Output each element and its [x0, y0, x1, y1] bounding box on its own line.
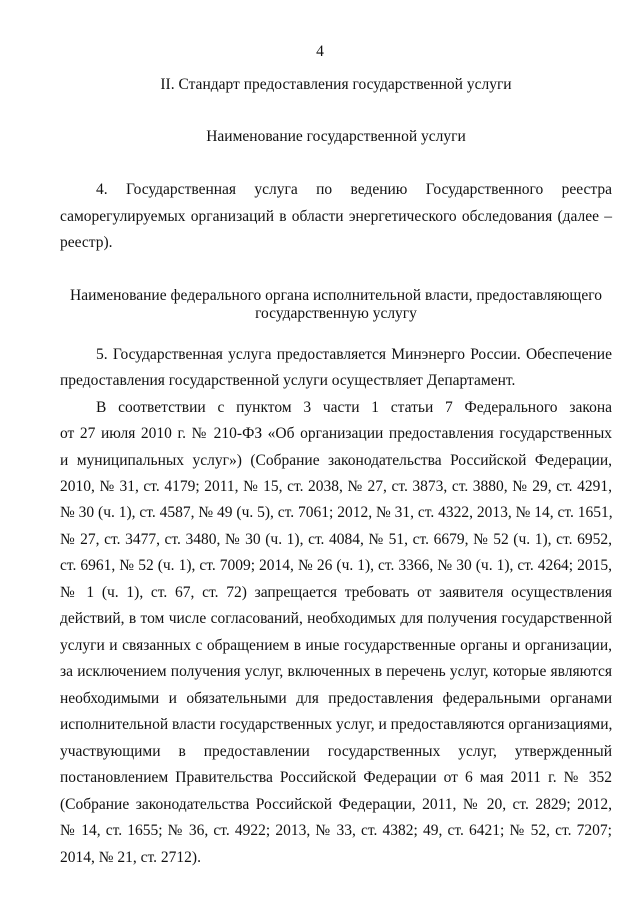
paragraph-6-line-4: 2010, № 31, ст. 4179; 2011, № 15, ст. 2038, № 27, ст. 3873, ст. 3880, № 29, ст. 4291, — [60, 478, 612, 495]
word: реестра — [561, 181, 612, 198]
paragraph-6-line-11: за исключением получения услуг, включенных в перечень услуг, которые являются — [60, 663, 612, 680]
paragraph-6-line-12: необходимыми и обязательными для предоставления федеральными органами — [60, 690, 612, 707]
paragraph-6-line-7: ст. 6961, № 52 (ч. 1), ст. 7009; 2014, № 26 (ч. 1), ст. 3366, № 30 (ч. 1), ст. 4264; 2015, — [60, 557, 612, 574]
subheading-service-name: Наименование государственной услуги — [206, 128, 466, 145]
paragraph-6-line-9: действий, в том числе согласований, необходимых для получения государственной — [60, 610, 612, 627]
section-title: II. Стандарт предоставления государственной услуги — [160, 76, 512, 93]
subheading-federal-body-line-1: Наименование федерального органа исполнительной власти, предоставляющего — [70, 287, 602, 304]
paragraph-6-line-1: В соответствии с пунктом 3 части 1 статьи 7 Федерального закона — [96, 399, 612, 416]
word: ведению — [350, 181, 408, 198]
word: Государственного — [425, 181, 544, 198]
paragraph-6-line-14: участвующими в предоставлении государственных услуг, утвержденный — [60, 743, 612, 760]
paragraph-4-line-1 — [96, 180, 612, 200]
paragraph-number: 4. — [96, 181, 108, 198]
word: Государственная — [125, 181, 237, 198]
paragraph-4-line-2: саморегулируемых организаций в области энергетического обследования (далее – — [60, 208, 612, 225]
paragraph-6-line-17: № 14, ст. 1655; № 36, ст. 4922; 2013, № 33, ст. 4382; 49, ст. 6421; № 52, ст. 7207; — [60, 822, 612, 839]
paragraph-6-line-3: и муниципальных услуг») (Собрание законодательства Российской Федерации, — [60, 452, 612, 469]
subheading-federal-body-line-2: государственную услугу — [255, 305, 417, 322]
paragraph-6-line-15: постановлением Правительства Российской Федерации от 6 мая 2011 г. № 352 — [60, 769, 612, 786]
paragraph-6-line-2: от 27 июля 2010 г. № 210-ФЗ «Об организации предоставления государственных — [60, 425, 612, 442]
paragraph-6-line-10: услуги и связанных с обращением в иные государственные органы и организации, — [60, 637, 612, 654]
paragraph-6-line-8: № 1 (ч. 1), ст. 67, ст. 72) запрещается требовать от заявителя осуществления — [60, 584, 612, 601]
paragraph-5-line-2: предоставления государственной услуги осуществляет Департамент. — [60, 372, 516, 389]
paragraph-6-line-18: 2014, № 21, ст. 2712). — [60, 849, 201, 866]
paragraph-6-line-16: (Собрание законодательства Российской Федерации, 2011, № 20, ст. 2829; 2012, — [60, 796, 612, 813]
word: услуга — [254, 181, 298, 198]
page-number: 4 — [316, 43, 324, 60]
paragraph-4-line-3: реестр). — [60, 234, 113, 251]
paragraph-6-line-5: № 30 (ч. 1), ст. 4587, № 49 (ч. 5), ст. 7061; 2012, № 31, ст. 4322, 2013, № 14, ст. 1651, — [60, 504, 613, 521]
paragraph-5-line-1: 5. Государственная услуга предоставляется Минэнерго России. Обеспечение — [96, 346, 612, 363]
paragraph-6-line-13: исполнительной власти государственных услуг, и предоставляются организациями, — [60, 716, 613, 733]
paragraph-6-line-6: № 27, ст. 3477, ст. 3480, № 30 (ч. 1), ст. 4084, № 51, ст. 6679, № 52 (ч. 1), ст. 6952, — [60, 531, 612, 548]
word: по — [316, 181, 333, 198]
